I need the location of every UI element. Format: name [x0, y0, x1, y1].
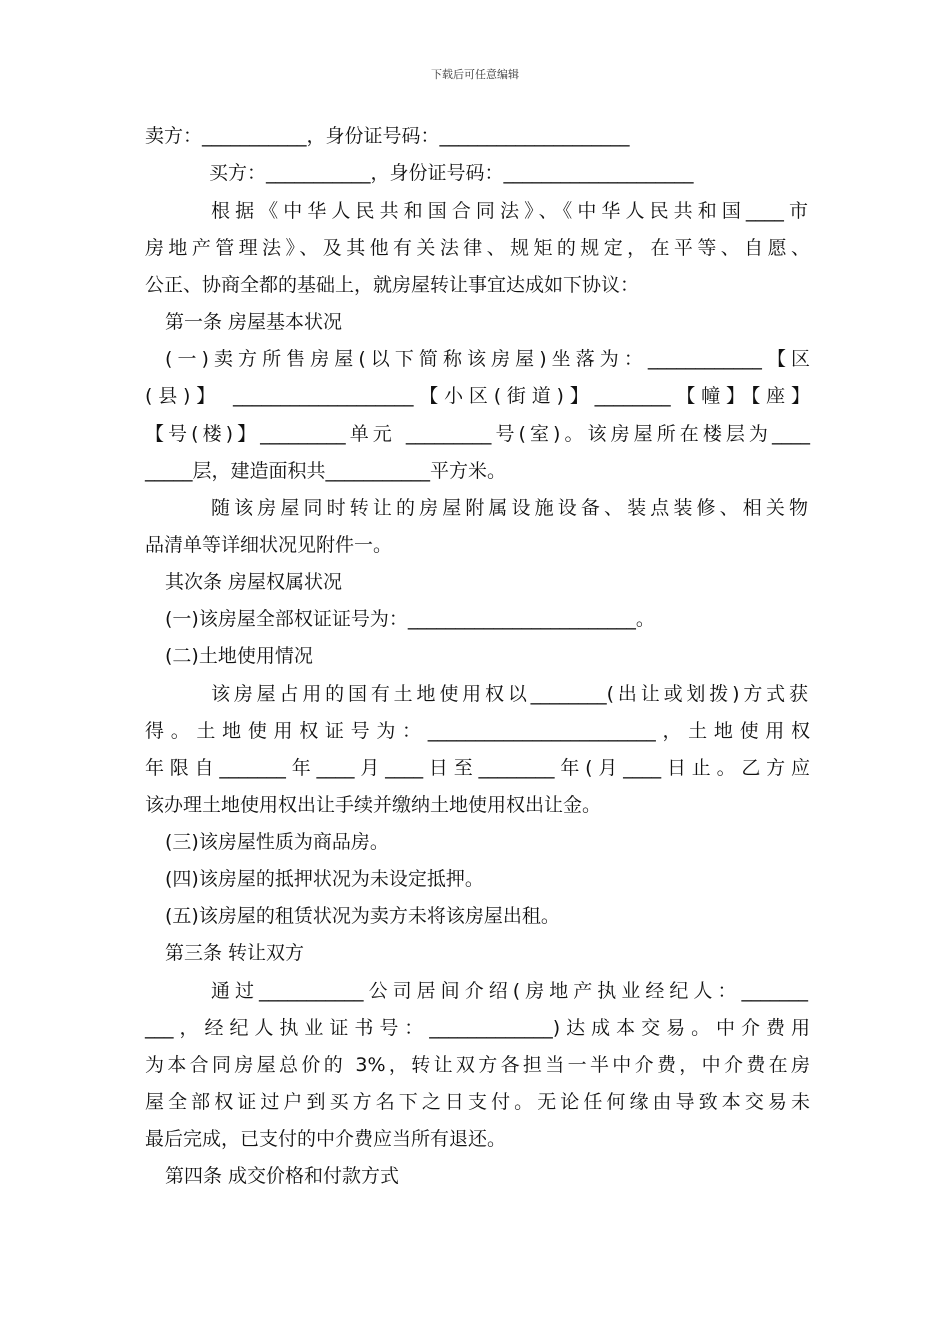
- page-header: 下载后可任意编辑: [431, 68, 519, 81]
- seller-line: 卖方：___________，身份证号码：____________________: [145, 125, 630, 147]
- paragraph-line: (一)卖方所售房屋(以下简称该房屋)坐落为：____________【区: [165, 348, 810, 370]
- paragraph-line: 最后完成，已支付的中介费应当所有退还。: [145, 1128, 507, 1150]
- paragraph-line: 房地产管理法》、及其他有关法律、规矩的规定，在平等、自愿、: [145, 237, 810, 259]
- paragraph-line: (五)该房屋的租赁状况为卖方未将该房屋出租。: [165, 905, 560, 927]
- article-heading: 第四条 成交价格和付款方式: [165, 1165, 400, 1187]
- paragraph-line: (四)该房屋的抵押状况为未设定抵押。: [165, 868, 484, 890]
- paragraph-line: 得。土地使用权证号为：________________________，土地使用权: [145, 720, 810, 742]
- paragraph-line: _____层，建造面积共___________平方米。: [145, 460, 507, 482]
- paragraph-line: 通过___________公司居间介绍(房地产执业经纪人：_______: [211, 980, 808, 1002]
- paragraph-line: 年限自_______年____月____日至________年(月____日止。乙方应: [145, 757, 810, 779]
- paragraph-line: (一)该房屋全部权证证号为：________________________。: [165, 608, 655, 630]
- paragraph-line: (二)土地使用情况: [165, 645, 313, 667]
- paragraph-line: 【号(楼)】_________单元 _________号(室)。该房屋所在楼层为____: [145, 423, 810, 445]
- paragraph-line: 屋全部权证过户到买方名下之日支付。无论任何缘由导致本交易未: [145, 1091, 810, 1113]
- article-heading: 其次条 房屋权属状况: [165, 571, 343, 593]
- paragraph-line: (三)该房屋性质为商品房。: [165, 831, 389, 853]
- paragraph-line: ___，经纪人执业证书号：_____________)达成本交易。中介费用: [145, 1017, 810, 1039]
- buyer-line: 买方：___________，身份证号码：____________________: [209, 162, 694, 184]
- paragraph-line: 根据《中华人民共和国合同法》、《中华人民共和国____市: [211, 200, 808, 222]
- paragraph-line: (县)】 ___________________【小区(街道)】________【幢】【座】: [145, 385, 810, 407]
- paragraph-line: 该办理土地使用权出让手续并缴纳土地使用权出让金。: [145, 794, 602, 816]
- paragraph-line: 随该房屋同时转让的房屋附属设施设备、装点装修、相关物: [211, 497, 808, 519]
- article-heading: 第一条 房屋基本状况: [165, 311, 343, 333]
- paragraph-line: 品清单等详细状况见附件一。: [145, 534, 393, 556]
- paragraph-line: 为本合同房屋总价的 3%，转让双方各担当一半中介费，中介费在房: [145, 1054, 810, 1076]
- article-heading: 第三条 转让双方: [165, 942, 305, 964]
- paragraph-line: 该房屋占用的国有土地使用权以________(出让或划拨)方式获: [211, 683, 808, 705]
- paragraph-line: 公正、协商全都的基础上，就房屋转让事宜达成如下协议：: [145, 274, 640, 296]
